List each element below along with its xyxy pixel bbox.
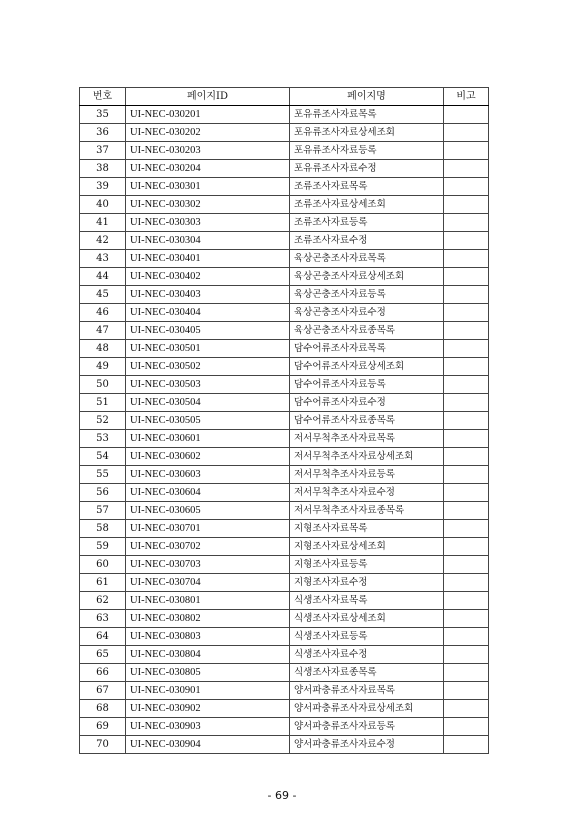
- page-id-cell: UI-NEC-030503: [126, 376, 290, 394]
- table-header: [80, 88, 489, 106]
- row-number-cell: 48: [80, 340, 126, 358]
- page-name-cell: 양서파충류조사자료목록: [290, 682, 444, 700]
- row-number-cell: 50: [80, 376, 126, 394]
- row-number-cell: 42: [80, 232, 126, 250]
- table-row: [80, 196, 489, 214]
- row-number-cell: 43: [80, 250, 126, 268]
- page-id-cell: UI-NEC-030601: [126, 430, 290, 448]
- page-name-cell: 조류조사자료목록: [290, 178, 444, 196]
- remarks-cell: [444, 502, 489, 520]
- page-id-cell: UI-NEC-030301: [126, 178, 290, 196]
- row-number-cell: 47: [80, 322, 126, 340]
- page-name-cell: 포유류조사자료등록: [290, 142, 444, 160]
- page-id-cell: UI-NEC-030403: [126, 286, 290, 304]
- table-row: [80, 322, 489, 340]
- header-no: 번호: [80, 88, 126, 106]
- page-id-cell: UI-NEC-030201: [126, 106, 290, 124]
- page-id-cell: UI-NEC-030605: [126, 502, 290, 520]
- row-number-cell: 51: [80, 394, 126, 412]
- remarks-cell: [444, 178, 489, 196]
- row-number-cell: 63: [80, 610, 126, 628]
- remarks-cell: [444, 448, 489, 466]
- row-number-cell: 53: [80, 430, 126, 448]
- page-number: - 69 -: [267, 789, 297, 802]
- page-id-cell: UI-NEC-030505: [126, 412, 290, 430]
- row-number-cell: 35: [80, 106, 126, 124]
- remarks-cell: [444, 430, 489, 448]
- remarks-cell: [444, 304, 489, 322]
- row-number-cell: 45: [80, 286, 126, 304]
- table-row: [80, 412, 489, 430]
- table-row: [80, 304, 489, 322]
- page-name-cell: 식생조사자료상세조회: [290, 610, 444, 628]
- row-number-cell: 70: [80, 736, 126, 754]
- page-name-cell: 양서파충류조사자료수정: [290, 736, 444, 754]
- remarks-cell: [444, 484, 489, 502]
- page-name-cell: 조류조사자료상세조회: [290, 196, 444, 214]
- row-number-cell: 39: [80, 178, 126, 196]
- row-number-cell: 57: [80, 502, 126, 520]
- page-id-cell: UI-NEC-030703: [126, 556, 290, 574]
- remarks-cell: [444, 520, 489, 538]
- row-number-cell: 62: [80, 592, 126, 610]
- row-number-cell: 36: [80, 124, 126, 142]
- table-row: [80, 574, 489, 592]
- table-row: [80, 700, 489, 718]
- page-list-table: [79, 87, 489, 754]
- table-row: [80, 520, 489, 538]
- remarks-cell: [444, 538, 489, 556]
- page-name-cell: 지형조사자료수정: [290, 574, 444, 592]
- remarks-cell: [444, 466, 489, 484]
- row-number-cell: 67: [80, 682, 126, 700]
- table-row: [80, 394, 489, 412]
- table-row: [80, 430, 489, 448]
- remarks-cell: [444, 664, 489, 682]
- page-name-cell: 식생조사자료목록: [290, 592, 444, 610]
- row-number-cell: 49: [80, 358, 126, 376]
- remarks-cell: [444, 376, 489, 394]
- row-number-cell: 46: [80, 304, 126, 322]
- page-id-cell: UI-NEC-030802: [126, 610, 290, 628]
- table-row: [80, 286, 489, 304]
- page-name-cell: 저서무척추조사자료수정: [290, 484, 444, 502]
- page-name-cell: 지형조사자료목록: [290, 520, 444, 538]
- page-name-cell: 식생조사자료수정: [290, 646, 444, 664]
- table-row: [80, 106, 489, 124]
- remarks-cell: [444, 700, 489, 718]
- remarks-cell: [444, 286, 489, 304]
- page-name-cell: 육상곤충조사자료종목록: [290, 322, 444, 340]
- table-row: [80, 592, 489, 610]
- remarks-cell: [444, 142, 489, 160]
- page-id-cell: UI-NEC-030801: [126, 592, 290, 610]
- page-id-cell: UI-NEC-030304: [126, 232, 290, 250]
- table-row: [80, 646, 489, 664]
- table-row: [80, 466, 489, 484]
- page-id-cell: UI-NEC-030303: [126, 214, 290, 232]
- page-name-cell: 지형조사자료상세조회: [290, 538, 444, 556]
- page-name-cell: 육상곤충조사자료목록: [290, 250, 444, 268]
- remarks-cell: [444, 574, 489, 592]
- row-number-cell: 66: [80, 664, 126, 682]
- remarks-cell: [444, 358, 489, 376]
- page-name-cell: 저서무척추조사자료상세조회: [290, 448, 444, 466]
- row-number-cell: 54: [80, 448, 126, 466]
- table-row: [80, 664, 489, 682]
- page-id-cell: UI-NEC-030702: [126, 538, 290, 556]
- remarks-cell: [444, 736, 489, 754]
- remarks-cell: [444, 124, 489, 142]
- remarks-cell: [444, 412, 489, 430]
- table-row: [80, 340, 489, 358]
- page-id-cell: UI-NEC-030904: [126, 736, 290, 754]
- page-id-cell: UI-NEC-030203: [126, 142, 290, 160]
- table-row: [80, 160, 489, 178]
- page-name-cell: 저서무척추조사자료등록: [290, 466, 444, 484]
- page-id-cell: UI-NEC-030402: [126, 268, 290, 286]
- page-id-cell: UI-NEC-030704: [126, 574, 290, 592]
- page-id-cell: UI-NEC-030903: [126, 718, 290, 736]
- row-number-cell: 52: [80, 412, 126, 430]
- page-id-cell: UI-NEC-030501: [126, 340, 290, 358]
- table-row: [80, 556, 489, 574]
- remarks-cell: [444, 556, 489, 574]
- page-name-cell: 담수어류조사자료상세조회: [290, 358, 444, 376]
- table-row: [80, 718, 489, 736]
- page-name-cell: 지형조사자료등록: [290, 556, 444, 574]
- page-id-cell: UI-NEC-030803: [126, 628, 290, 646]
- row-number-cell: 58: [80, 520, 126, 538]
- row-number-cell: 65: [80, 646, 126, 664]
- remarks-cell: [444, 232, 489, 250]
- remarks-cell: [444, 340, 489, 358]
- table-row: [80, 178, 489, 196]
- page-name-cell: 식생조사자료등록: [290, 628, 444, 646]
- page-name-cell: 식생조사자료종목록: [290, 664, 444, 682]
- row-number-cell: 40: [80, 196, 126, 214]
- table-row: [80, 232, 489, 250]
- remarks-cell: [444, 610, 489, 628]
- remarks-cell: [444, 268, 489, 286]
- header-remarks: 비고: [444, 88, 489, 106]
- header-page-id: 페이지ID: [126, 88, 290, 106]
- page-name-cell: 포유류조사자료상세조회: [290, 124, 444, 142]
- page-name-cell: 담수어류조사자료수정: [290, 394, 444, 412]
- remarks-cell: [444, 646, 489, 664]
- page-id-cell: UI-NEC-030901: [126, 682, 290, 700]
- row-number-cell: 38: [80, 160, 126, 178]
- page-name-cell: 담수어류조사자료종목록: [290, 412, 444, 430]
- page-name-cell: 저서무척추조사자료종목록: [290, 502, 444, 520]
- page-id-cell: UI-NEC-030401: [126, 250, 290, 268]
- page-id-cell: UI-NEC-030504: [126, 394, 290, 412]
- table-row: [80, 250, 489, 268]
- remarks-cell: [444, 394, 489, 412]
- table-row: [80, 376, 489, 394]
- table-row: [80, 268, 489, 286]
- remarks-cell: [444, 106, 489, 124]
- row-number-cell: 69: [80, 718, 126, 736]
- page-id-cell: UI-NEC-030502: [126, 358, 290, 376]
- page-name-cell: 육상곤충조사자료수정: [290, 304, 444, 322]
- row-number-cell: 55: [80, 466, 126, 484]
- page-name-cell: 육상곤충조사자료상세조회: [290, 268, 444, 286]
- remarks-cell: [444, 628, 489, 646]
- remarks-cell: [444, 160, 489, 178]
- page-name-cell: 육상곤충조사자료등록: [290, 286, 444, 304]
- row-number-cell: 68: [80, 700, 126, 718]
- page-name-cell: 조류조사자료수정: [290, 232, 444, 250]
- remarks-cell: [444, 196, 489, 214]
- page-name-cell: 저서무척추조사자료목록: [290, 430, 444, 448]
- page-id-cell: UI-NEC-030805: [126, 664, 290, 682]
- remarks-cell: [444, 250, 489, 268]
- row-number-cell: 41: [80, 214, 126, 232]
- remarks-cell: [444, 718, 489, 736]
- header-row: [80, 88, 489, 106]
- row-number-cell: 60: [80, 556, 126, 574]
- row-number-cell: 56: [80, 484, 126, 502]
- page-id-cell: UI-NEC-030404: [126, 304, 290, 322]
- table-row: [80, 484, 489, 502]
- remarks-cell: [444, 592, 489, 610]
- page-name-cell: 포유류조사자료수정: [290, 160, 444, 178]
- page-id-cell: UI-NEC-030602: [126, 448, 290, 466]
- page-name-cell: 담수어류조사자료목록: [290, 340, 444, 358]
- page-name-cell: 양서파충류조사자료등록: [290, 718, 444, 736]
- table-row: [80, 358, 489, 376]
- table-row: [80, 628, 489, 646]
- table-body: [80, 106, 489, 754]
- remarks-cell: [444, 214, 489, 232]
- row-number-cell: 59: [80, 538, 126, 556]
- row-number-cell: 37: [80, 142, 126, 160]
- page-name-cell: 포유류조사자료목록: [290, 106, 444, 124]
- page-id-cell: UI-NEC-030405: [126, 322, 290, 340]
- remarks-cell: [444, 322, 489, 340]
- header-page-name: 페이지명: [290, 88, 444, 106]
- page-id-cell: UI-NEC-030204: [126, 160, 290, 178]
- page-id-cell: UI-NEC-030302: [126, 196, 290, 214]
- page-id-cell: UI-NEC-030603: [126, 466, 290, 484]
- page-id-cell: UI-NEC-030202: [126, 124, 290, 142]
- row-number-cell: 61: [80, 574, 126, 592]
- page-name-cell: 양서파충류조사자료상세조회: [290, 700, 444, 718]
- table-row: [80, 736, 489, 754]
- page-id-cell: UI-NEC-030804: [126, 646, 290, 664]
- table-row: [80, 538, 489, 556]
- page-id-cell: UI-NEC-030701: [126, 520, 290, 538]
- page-id-cell: UI-NEC-030902: [126, 700, 290, 718]
- row-number-cell: 44: [80, 268, 126, 286]
- page-name-cell: 담수어류조사자료등록: [290, 376, 444, 394]
- table-row: [80, 448, 489, 466]
- table-row: [80, 124, 489, 142]
- table-row: [80, 610, 489, 628]
- page-id-cell: UI-NEC-030604: [126, 484, 290, 502]
- table-row: [80, 142, 489, 160]
- table-row: [80, 214, 489, 232]
- row-number-cell: 64: [80, 628, 126, 646]
- remarks-cell: [444, 682, 489, 700]
- page-name-cell: 조류조사자료등록: [290, 214, 444, 232]
- table-row: [80, 502, 489, 520]
- table-row: [80, 682, 489, 700]
